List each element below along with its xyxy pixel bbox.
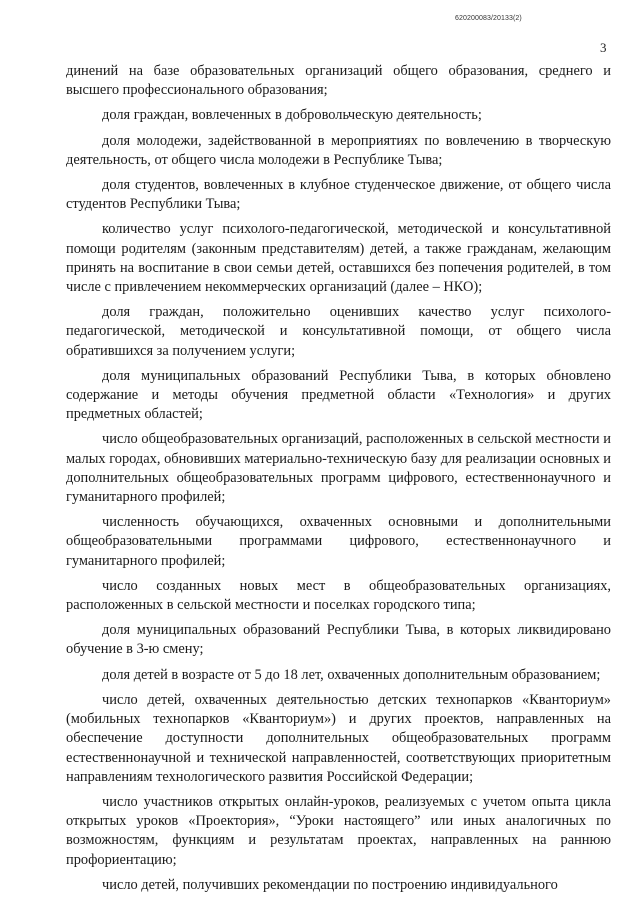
paragraph: доля граждан, положительно оценивших качество услуг психолого-педагогической, методической и консультативной помощи, от общего числа обратившихся за получением услуги; [66,304,611,359]
paragraph: число общеобразовательных организаций, расположенных в сельской местности и малых городах, обновивших материально-техническую базу для реализации основных и дополнительных общеобразовательных программ цифрового, естественнонаучного и гуманитарного профилей; [66,431,611,506]
paragraph: число созданных новых мест в общеобразовательных организациях, расположенных в сельской местности и поселках городского типа; [66,577,611,614]
paragraph: число детей, получивших рекомендации по построению индивидуального [102,876,558,893]
paragraph: доля студентов, вовлеченных в клубное студенческое движение, от общего числа студентов Республики Тыва; [66,177,611,213]
paragraph: доля граждан, вовлеченных в добровольческую деятельность; [102,107,482,124]
paragraph: число участников открытых онлайн-уроков, реализуемых с учетом опыта цикла открытых уроков «Проектория», “Уроки настоящего” или иных аналогичных по возможностям, функциям и результатам проектах, направленных на раннюю профориентацию; [66,793,611,868]
paragraph: число детей, охваченных деятельностью детских технопарков «Кванториум» (мобильных технопарков «Кванториум») и других проектов, направленных на обеспечение доступности дополнительных общеобразовательных программ естественнонаучной и технической направленностей, соответствующих приоритетным направлениям технологического развития Российской Федерации; [66,691,611,785]
paragraph: доля муниципальных образований Республики Тыва, в которых ликвидировано обучение в 3-ю смену; [66,622,611,658]
document-id: 620200083/20133(2) [455,15,522,22]
paragraph: численность обучающихся, охваченных основными и дополнительными общеобразовательными программами цифрового, естественнонаучного и гуманитарного профилей; [66,514,611,569]
paragraph: доля детей в возрасте от 5 до 18 лет, охваченных дополнительным образованием; [102,666,601,683]
paragraph: динений на базе образовательных организаций общего образования, среднего и высшего профессионального образования; [66,63,611,99]
paragraph: доля молодежи, задействованной в мероприятиях по вовлечению в творческую деятельность, от общего числа молодежи в Республике Тыва; [66,132,611,168]
page-number: 3 [600,40,607,55]
paragraph: доля муниципальных образований Республики Тыва, в которых обновлено содержание и методы обучения предметной области «Технология» и других предметных областей; [66,367,611,423]
paragraph: количество услуг психолого-педагогической, методической и консультативной помощи родителям (законным представителям) детей, а также гражданам, желающим принять на воспитание в свои семьи детей, оставшихся без попечения родителей, в том числе с привлечением некоммерческих организаций (далее – НКО); [66,221,611,296]
document-body [66,62,611,901]
